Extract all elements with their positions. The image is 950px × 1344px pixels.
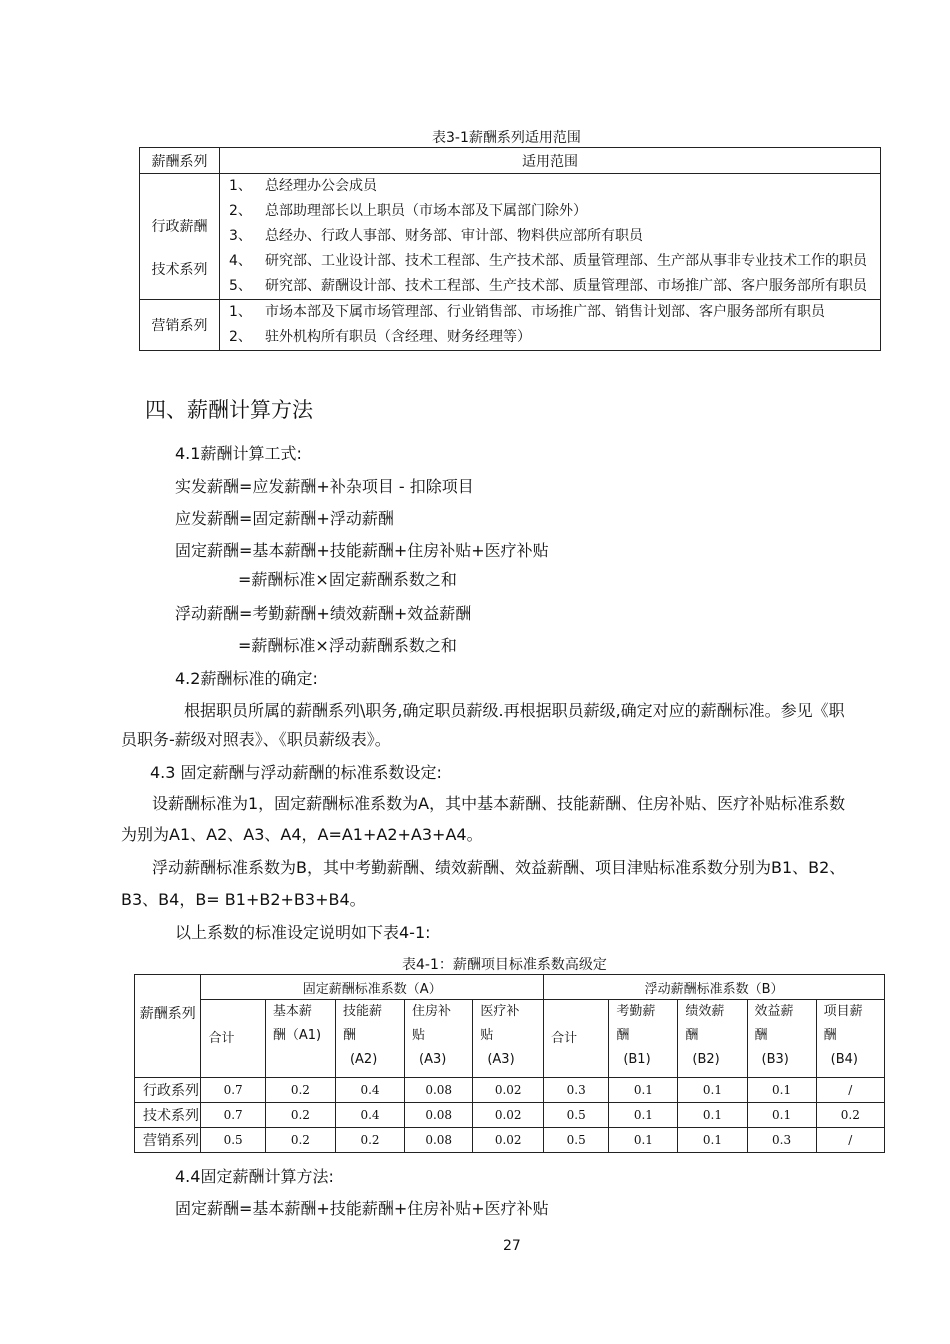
table-cell: 0.7 bbox=[201, 1103, 265, 1128]
row-series-name: 技术系列 bbox=[135, 1103, 201, 1128]
table41-subheader bbox=[544, 1000, 609, 1078]
s44-title: 4.4固定薪酬计算方法: bbox=[175, 1167, 334, 1186]
table-cell: 0.5 bbox=[201, 1128, 265, 1153]
s43-title: 4.3 固定薪酬与浮动薪酬的标准系数设定: bbox=[150, 763, 442, 782]
table-row bbox=[135, 1103, 885, 1128]
table-cell: 0.5 bbox=[544, 1103, 609, 1128]
table-cell: 0.1 bbox=[678, 1103, 747, 1128]
table31-header-scope: 适用范围 bbox=[220, 148, 881, 174]
label-xingzheng: 行政薪酬 bbox=[151, 219, 208, 235]
table31-group1-label bbox=[140, 174, 220, 300]
table-cell: 0.08 bbox=[405, 1128, 473, 1153]
scope-item bbox=[220, 249, 880, 274]
scope-item bbox=[220, 224, 880, 249]
s44-formula: 固定薪酬=基本薪酬+技能薪酬+住房补贴+医疗补贴 bbox=[175, 1199, 549, 1218]
table-cell: 0.4 bbox=[335, 1103, 404, 1128]
table-row bbox=[135, 1078, 885, 1103]
table-cell: 0.08 bbox=[405, 1078, 473, 1103]
table-cell: 0.7 bbox=[201, 1078, 265, 1103]
scope-item-text: 市场本部及下属市场管理部、行业销售部、市场推广部、销售计划部、客户服务部所有职员 bbox=[265, 304, 825, 320]
table31-group2-items bbox=[220, 300, 881, 351]
table41-caption: 表4-1：薪酬项目标准系数高级定 bbox=[402, 957, 607, 973]
scope-item-number: 1、 bbox=[229, 178, 252, 194]
formula-4: 浮动薪酬=考勤薪酬+绩效薪酬+效益薪酬 bbox=[175, 604, 472, 623]
p43c: 以上系数的标准设定说明如下表4-1: bbox=[175, 923, 431, 942]
scope-item-number: 3、 bbox=[229, 228, 252, 244]
scope-item-number: 4、 bbox=[229, 253, 252, 269]
scope-item-number: 2、 bbox=[229, 329, 252, 345]
table-cell: 0.5 bbox=[544, 1128, 609, 1153]
table-cell: 0.3 bbox=[747, 1128, 816, 1153]
scope-item-number: 2、 bbox=[229, 203, 252, 219]
subheader-line: 住房补 bbox=[412, 1004, 452, 1019]
label-jishu: 技术系列 bbox=[151, 262, 208, 278]
table-cell: 0.1 bbox=[747, 1078, 816, 1103]
table-cell: / bbox=[816, 1078, 884, 1103]
subheader-line: (A2) bbox=[349, 1052, 378, 1067]
table41 bbox=[134, 974, 885, 1153]
scope-item bbox=[220, 274, 880, 299]
table41-float-header: 浮动薪酬标准系数（B） bbox=[544, 975, 885, 1000]
table-cell: 0.08 bbox=[405, 1103, 473, 1128]
subheader-line: 技能薪 bbox=[342, 1004, 382, 1019]
p43a-line1: 设薪酬标准为1，固定薪酬标准系数为A，其中基本薪酬、技能薪酬、住房补贴、医疗补贴标准系数 bbox=[152, 794, 846, 813]
formula-3b: =薪酬标准×固定薪酬系数之和 bbox=[238, 570, 457, 589]
formula-4b: =薪酬标准×浮动薪酬系数之和 bbox=[238, 636, 457, 655]
table-cell: 0.2 bbox=[816, 1103, 884, 1128]
s41-title: 4.1薪酬计算工式: bbox=[175, 444, 302, 463]
p43b-line2: B3、B4，B= B1+B2+B3+B4。 bbox=[121, 890, 366, 909]
table41-col-series: 薪酬系列 bbox=[135, 975, 201, 1078]
table41-fixed-header: 固定薪酬标准系数（A） bbox=[201, 975, 544, 1000]
table41-subheader bbox=[609, 1000, 678, 1078]
scope-item bbox=[220, 174, 880, 199]
subheader-line: 效益薪 bbox=[754, 1004, 794, 1019]
subheader-line: 医疗补 bbox=[480, 1004, 520, 1019]
table-cell: 0.1 bbox=[678, 1078, 747, 1103]
p42-line1: 根据职员所属的薪酬系列\职务,确定职员薪级.再根据职员薪级,确定对应的薪酬标准。参见《职 bbox=[184, 701, 845, 720]
p42-line2: 员职务-薪级对照表》、《职员薪级表》。 bbox=[121, 730, 391, 749]
subheader-line: (B3) bbox=[761, 1052, 789, 1067]
table-cell: 0.2 bbox=[265, 1078, 335, 1103]
subheader-line: 考勤薪 bbox=[616, 1004, 656, 1019]
table31-group1-items bbox=[220, 174, 881, 300]
s42-title: 4.2薪酬标准的确定: bbox=[175, 669, 318, 688]
table31 bbox=[139, 147, 881, 351]
table-row bbox=[135, 1128, 885, 1153]
subheader-line: 贴 bbox=[412, 1028, 426, 1043]
table31-caption: 表3-1薪酬系列适用范围 bbox=[432, 130, 581, 146]
p43b-line1: 浮动薪酬标准系数为B，其中考勤薪酬、绩效薪酬、效益薪酬、项目津贴标准系数分别为B1、B2、 bbox=[152, 858, 846, 877]
subheader-line: 绩效薪 bbox=[685, 1004, 725, 1019]
table-cell: 0.1 bbox=[678, 1128, 747, 1153]
subheader-line: 合计 bbox=[551, 1030, 578, 1046]
subheader-line: (B1) bbox=[623, 1052, 651, 1067]
formula-2: 应发薪酬=固定薪酬+浮动薪酬 bbox=[175, 509, 394, 528]
table41-subheader bbox=[747, 1000, 816, 1078]
scope-item-text: 总经理办公会成员 bbox=[265, 178, 377, 194]
table-cell: 0.02 bbox=[473, 1103, 544, 1128]
scope-item-text: 总部助理部长以上职员（市场本部及下属部门除外） bbox=[265, 203, 587, 219]
subheader-line: (A3) bbox=[487, 1052, 515, 1067]
subheader-line: 酬 bbox=[823, 1028, 837, 1043]
formula-3: 固定薪酬=基本薪酬+技能薪酬+住房补贴+医疗补贴 bbox=[175, 541, 549, 560]
scope-item-text: 总经办、行政人事部、财务部、审计部、物料供应部所有职员 bbox=[265, 228, 643, 244]
table-cell: 0.2 bbox=[265, 1128, 335, 1153]
subheader-line: 贴 bbox=[480, 1028, 494, 1043]
row-series-name: 营销系列 bbox=[135, 1128, 201, 1153]
table-cell: 0.2 bbox=[335, 1128, 404, 1153]
table-cell: 0.1 bbox=[609, 1103, 678, 1128]
subheader-line: 酬 bbox=[342, 1028, 356, 1043]
subheader-line: 酬 bbox=[685, 1028, 699, 1043]
subheader-line: (A3) bbox=[419, 1052, 447, 1067]
subheader-line: 项目薪 bbox=[823, 1004, 863, 1019]
table41-subheader bbox=[678, 1000, 747, 1078]
table41-subheader bbox=[201, 1000, 265, 1078]
subheader-line: (B4) bbox=[830, 1052, 858, 1067]
section-heading: 四、薪酬计算方法 bbox=[145, 398, 313, 422]
scope-item-text: 研究部、薪酬设计部、技术工程部、生产技术部、质量管理部、市场推广部、客户服务部所有职员 bbox=[265, 278, 867, 294]
scope-item-number: 5、 bbox=[229, 278, 252, 294]
scope-item-text: 驻外机构所有职员（含经理、财务经理等） bbox=[265, 329, 531, 345]
table-cell: 0.1 bbox=[747, 1103, 816, 1128]
formula-1: 实发薪酬=应发薪酬+补杂项目 - 扣除项目 bbox=[175, 477, 474, 496]
table-cell: 0.1 bbox=[609, 1078, 678, 1103]
subheader-line: (B2) bbox=[692, 1052, 720, 1067]
subheader-line: 酬 bbox=[754, 1028, 768, 1043]
p43a-line2: 为别为A1、A2、A3、A4，A=A1+A2+A3+A4。 bbox=[121, 825, 483, 844]
scope-item bbox=[220, 199, 880, 224]
table31-group2-label: 营销系列 bbox=[140, 300, 220, 351]
subheader-line: 基本薪 bbox=[272, 1004, 312, 1019]
table-cell: 0.1 bbox=[609, 1128, 678, 1153]
page-number: 27 bbox=[503, 1238, 521, 1254]
table41-subheader bbox=[473, 1000, 544, 1078]
table31-header-series: 薪酬系列 bbox=[140, 148, 220, 174]
subheader-line: 酬（A1) bbox=[272, 1028, 322, 1043]
table41-subheader bbox=[335, 1000, 404, 1078]
scope-item bbox=[220, 300, 880, 325]
scope-item bbox=[220, 325, 880, 350]
table41-subheader bbox=[816, 1000, 884, 1078]
table41-subheader bbox=[405, 1000, 473, 1078]
table-cell: 0.2 bbox=[265, 1103, 335, 1128]
table-cell: 0.02 bbox=[473, 1128, 544, 1153]
table-cell: 0.3 bbox=[544, 1078, 609, 1103]
table-cell: / bbox=[816, 1128, 884, 1153]
table-cell: 0.02 bbox=[473, 1078, 544, 1103]
subheader-line: 酬 bbox=[616, 1028, 630, 1043]
scope-item-number: 1、 bbox=[229, 304, 252, 320]
subheader-line: 合计 bbox=[208, 1030, 235, 1046]
scope-item-text: 研究部、工业设计部、技术工程部、生产技术部、质量管理部、生产部从事非专业技术工作的职员 bbox=[265, 253, 867, 269]
table-cell: 0.4 bbox=[335, 1078, 404, 1103]
table41-subheader bbox=[265, 1000, 335, 1078]
row-series-name: 行政系列 bbox=[135, 1078, 201, 1103]
